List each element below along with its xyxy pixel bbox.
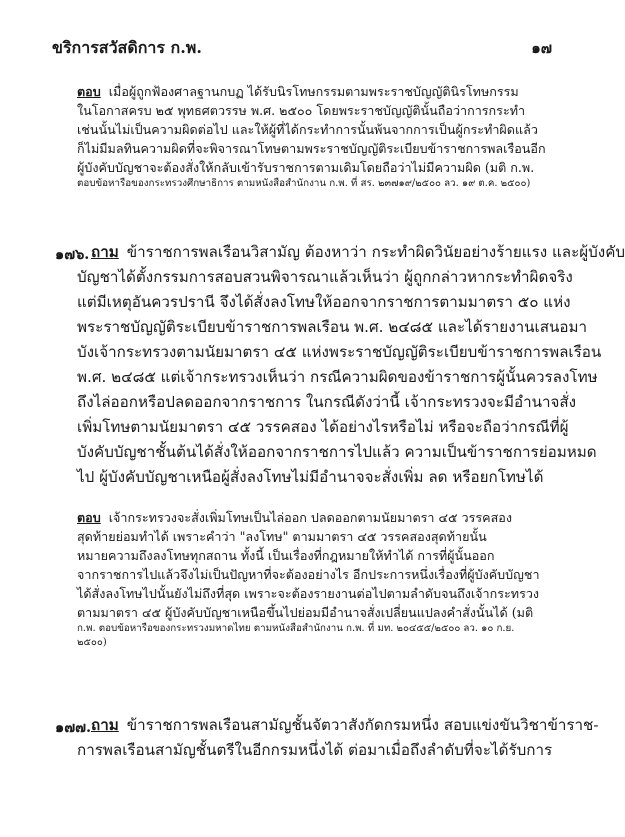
page-number: ๑๗ [531,39,552,57]
paragraph-line: หมายความถึงลงโทษทุกสถาน ทั้งนี้ เป็นเรื่องที่กฎหมายให้ทำได้ การที่ผู้นั้นออก [77,548,495,563]
paragraph-line: เพิ่มโทษตามนัยมาตรา ๔๕ วรรคสอง ได้อย่างไรหรือไม่ หรือจะถือว่ากรณีที่ผู้ [77,418,569,436]
paragraph-line: ถาม ข้าราชการพลเรือนวิสามัญ ต้องหาว่า กระทำผิดวินัยอย่างร้ายแรง และผู้บังคับ [55,240,560,265]
question-label: ถาม [91,716,119,734]
paragraph-line: การพลเรือนสามัญชั้นตรีในอีกกรมหนึ่งได้ ต่อมาเมื่อถึงลำดับที่จะได้รับการ [77,741,553,759]
question-number: ๑๗๖. [55,246,90,263]
paragraph-line: ไป ผู้บังคับบัญชาเหนือผู้สั่งลงโทษไม่มีอำนาจจะสั่งเพิ่ม ลด หรือยกโทษได้ [77,468,544,486]
paragraph-line: ได้สั่งลงโทษไปนั้นยังไม่ถึงที่สุด เพราะจะต้องรายงานต่อไปตามลำดับจนถึงเจ้ากระทรวง [77,586,540,601]
reference-note: ๒๕๐๐) [77,637,107,648]
question-number: ๑๗๗. [55,719,92,736]
paragraph-line: ตอบ เจ้ากระทรวงจะสั่งเพิ่มโทษเป็นไล่ออก ปลดออกตามนัยมาตรา ๔๕ วรรคสอง [77,510,512,525]
answer-label: ตอบ [77,84,101,99]
question-block [55,713,599,763]
paragraph-line: ในโอกาสครบ ๒๕ พุทธศตวรรษ พ.ศ. ๒๕๐๐ โดยพระราชบัญญัตินั้นถือว่าการกระทำ [77,103,526,118]
question-block [55,240,625,490]
paragraph-line: ถึงไล่ออกหรือปลดออกจากราชการ ในกรณีดังว่านี้ เจ้ากระทรวงจะมีอำนาจสั่ง [77,393,577,411]
paragraph-line: บัญชาได้ตั้งกรรมการสอบสวนพิจารณาแล้วเห็นว่า ผู้ถูกกล่าวหากระทำผิดจริง [77,268,573,286]
paragraph-line: บังคับบัญชาชั้นต้นได้สั่งให้ออกจากราชการไปแล้ว ความเป็นข้าราชการย่อมหมด [77,443,597,461]
paragraph-line: ตอบ เมื่อผู้ถูกฟ้องศาลฐานกบฏ ได้รับนิรโทษกรรมตามพระราชบัญญัตินิรโทษกรรม [77,84,519,99]
paragraph-line: พระราชบัญญัติระเบียบข้าราชการพลเรือน พ.ศ. ๒๔๘๕ และได้รายงานเสนอมา [77,318,588,336]
paragraph-line: ถาม ข้าราชการพลเรือนสามัญชั้นจัตวาสังกัดกรมหนึ่ง สอบแข่งขันวิชาข้าราช- [55,713,560,738]
paragraph-line: บังเจ้ากระทรวงตามนัยมาตรา ๔๕ แห่งพระราชบัญญัติระเบียบข้าราชการพลเรือน [77,343,602,361]
reference-note: ก.พ. ตอบข้อหารือของกระทรวงมหาดไทย ตามหนังสือสำนักงาน ก.พ. ที่ มท. ๒๐๔๕๕/๒๕๐๐ ลว. ๑๐ ก.ย. [77,623,515,634]
answer-block [55,508,560,650]
paragraph-line: ผู้บังคับบัญชาจะต้องสั่งให้กลับเข้ารับราชการตามเดิมโดยถือว่าไม่มีความผิด (มติ ก.พ. [77,160,535,175]
answer-label: ตอบ [77,510,101,525]
answer-block-continued [55,82,560,191]
paragraph-line: แต่มีเหตุอันควรปรานี จึงได้สั่งลงโทษให้ออกจากราชการตามมาตรา ๕๐ แห่ง [77,293,571,311]
paragraph-line: สุดท้ายย่อมทำได้ เพราะคำว่า "ลงโทษ" ตามมาตรา ๔๕ วรรคสองสุดท้ายนั้น [77,529,487,544]
reference-note: ตอบข้อหารือของกระทรวงศึกษาธิการ ตามหนังสือสำนักงาน ก.พ. ที่ สร. ๒๓๗๑๙/๒๕๐๐ ลว. ๑๙ ต.ค. ๒๕๐๐) [77,178,531,189]
paragraph-line: ก็ไม่มีมลทินความผิดที่จะพิจารณาโทษตามพระราชบัญญัติระเบียบข้าราชการพลเรือนอีก [77,141,546,156]
question-label: ถาม [91,243,119,261]
paragraph-line: พ.ศ. ๒๔๘๕ แต่เจ้ากระทรวงเห็นว่า กรณีความผิดของข้าราชการผู้นั้นควรลงโทษ [77,368,598,386]
paragraph-line: เช่นนั้นไม่เป็นความผิดต่อไป และให้ผู้ที่ได้กระทำการนั้นพ้นจากการเป็นผู้กระทำผิดแล้ว [77,122,538,137]
paragraph-line: จากราชการไปแล้วจึงไม่เป็นปัญหาที่จะต้องอย่างไร อีกประการหนึ่งเรื่องที่ผู้บังคับบัญชา [77,567,540,582]
running-header-title: ขริการสวัสดิการ ก.พ. [52,38,202,57]
paragraph-line: ตามมาตรา ๔๕ ผู้บังคับบัญชาเหนือขึ้นไปย่อมมีอำนาจสั่งเปลี่ยนแปลงคำสั่งนั้นได้ (มติ [77,605,534,620]
